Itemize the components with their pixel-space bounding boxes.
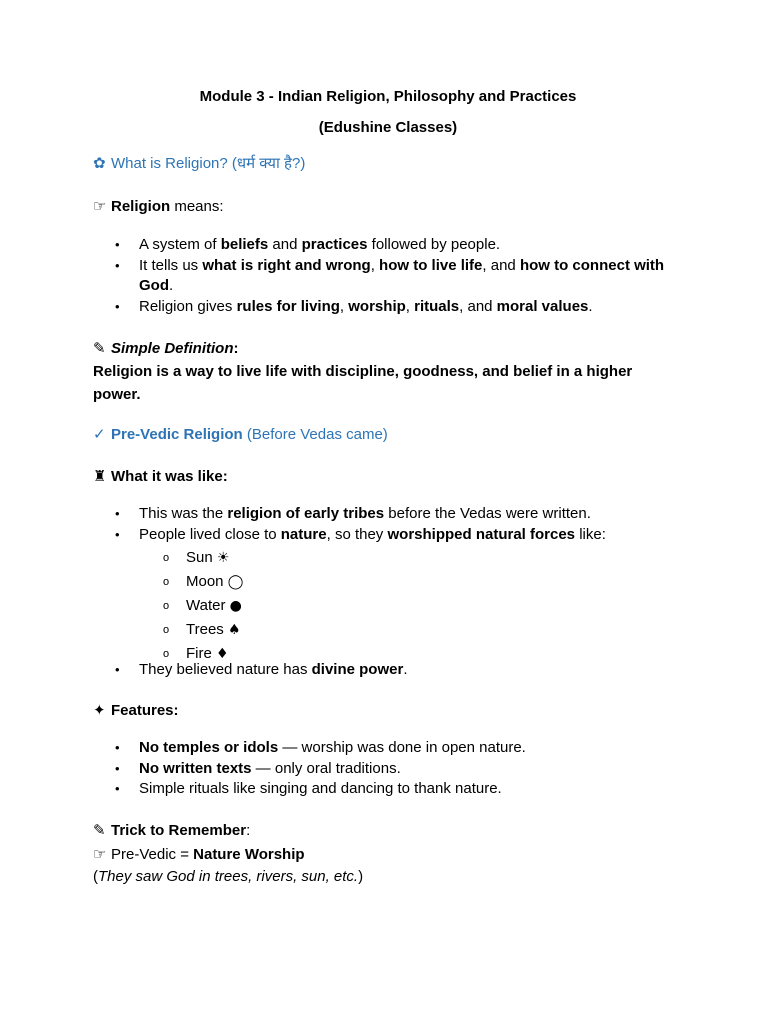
list-item: • Religion gives rules for living, worship, rituals, and moral values. xyxy=(93,297,683,318)
what-it-was-like-heading: ♜ What it was like: xyxy=(93,467,228,485)
list-item: o Trees ♠ xyxy=(93,618,683,642)
features-heading: ✦ Features: xyxy=(93,701,179,719)
module-title: Module 3 - Indian Religion, Philosophy and Practices xyxy=(199,88,577,105)
features-bullets xyxy=(93,738,683,800)
sparkles-icon: ✦ xyxy=(93,701,106,719)
list-item: • Simple rituals like singing and dancing to thank nature. xyxy=(93,779,683,800)
trick-line: ☞ Pre-Vedic = Nature Worship xyxy=(93,845,305,863)
list-item: • This was the religion of early tribes before the Vedas were written. xyxy=(93,504,683,525)
section-heading-pre-vedic: ✓ Pre-Vedic Religion (Before Vedas came) xyxy=(93,425,388,443)
pointing-hand-icon: ☞ xyxy=(93,197,107,215)
list-item: • A system of beliefs and practices followed by people. xyxy=(93,235,683,256)
simple-definition-text: Religion is a way to live life with discipline, goodness, and belief in a higher power. xyxy=(93,363,633,403)
pointing-hand-icon: ☞ xyxy=(93,845,107,863)
list-item: • It tells us what is right and wrong, how to live life, and how to connect with God. xyxy=(93,256,683,297)
pushpin-icon: ✎ xyxy=(93,821,106,839)
water-drop-icon: ● xyxy=(229,598,242,614)
list-item: • No written texts — only oral traditions. xyxy=(93,759,683,780)
flower-icon: ✿ xyxy=(93,154,106,172)
pre-vedic-bullets xyxy=(93,504,683,545)
moon-icon: ◯ xyxy=(227,574,244,590)
natural-forces-list xyxy=(93,546,683,666)
tree-icon: ♠ xyxy=(227,622,241,638)
section-heading-religion: ✿ What is Religion? (धर्म क्या है?) xyxy=(93,154,306,172)
trick-to-remember-label: ✎ Trick to Remember: xyxy=(93,821,251,839)
list-item: • They believed nature has divine power. xyxy=(93,660,683,681)
list-item: o Moon ◯ xyxy=(93,570,683,594)
simple-definition-label: ✎ Simple Definition: xyxy=(93,339,239,357)
fire-icon: ♦ xyxy=(216,646,229,662)
trick-note: (They saw God in trees, rivers, sun, etc.) xyxy=(93,868,364,885)
list-item: • People lived close to nature, so they worshipped natural forces like: xyxy=(93,525,683,546)
religion-intro: ☞ Religion means: xyxy=(93,197,224,215)
divine-power-bullet xyxy=(93,660,683,681)
pushpin-icon: ✎ xyxy=(93,339,106,357)
module-subtitle: (Edushine Classes) xyxy=(318,119,458,136)
sun-icon: ☀ xyxy=(216,550,230,566)
religion-bullets xyxy=(93,235,683,317)
check-icon: ✓ xyxy=(93,425,106,443)
torch-icon: ♜ xyxy=(93,467,107,485)
list-item: o Fire ♦ xyxy=(93,642,683,666)
list-item: o Water ● xyxy=(93,594,683,618)
list-item: o Sun ☀ xyxy=(93,546,683,570)
list-item: • No temples or idols — worship was done in open nature. xyxy=(93,738,683,759)
